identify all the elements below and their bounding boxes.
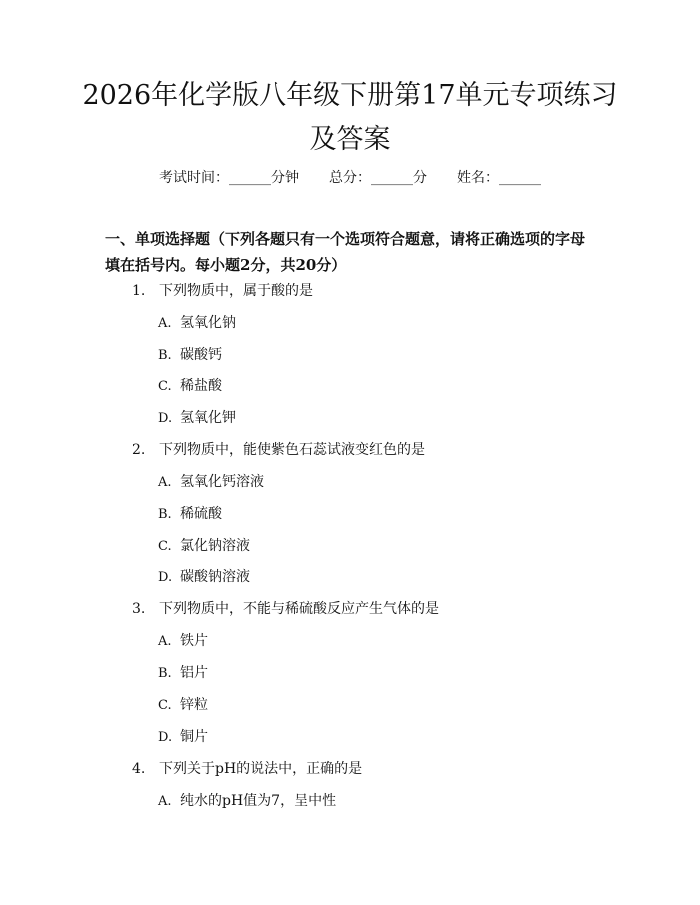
question-2 (132, 440, 425, 460)
option-2d (158, 567, 250, 588)
option-3b (158, 663, 208, 684)
option-text: 纯水的pH值为7，呈中性 (180, 793, 337, 809)
option-text: 氢氧化钙溶液 (180, 474, 264, 490)
option-1c (158, 376, 222, 397)
option-letter: A. (158, 794, 172, 809)
option-1d (158, 408, 236, 429)
option-3d (158, 727, 208, 748)
option-2a (158, 472, 264, 493)
option-text: 碳酸钙 (180, 347, 222, 363)
option-1a (158, 313, 236, 334)
option-text: 稀硫酸 (180, 506, 222, 522)
question-text: 下列物质中，能使紫色石蕊试液变红色的是 (159, 442, 425, 458)
option-letter: C. (158, 698, 172, 713)
option-3a (158, 631, 208, 652)
option-1b (158, 345, 222, 366)
option-letter: A. (158, 316, 172, 331)
total-score-field: 总分：______分 (329, 170, 427, 186)
question-number: 2. (132, 442, 146, 458)
option-letter: B. (158, 507, 172, 522)
option-text: 铝片 (180, 665, 208, 681)
option-letter: B. (158, 348, 172, 363)
option-letter: C. (158, 539, 172, 554)
option-letter: A. (158, 634, 172, 649)
option-letter: B. (158, 666, 172, 681)
question-text: 下列物质中，属于酸的是 (159, 283, 313, 299)
option-text: 铜片 (180, 729, 208, 745)
question-number: 3. (132, 601, 146, 617)
question-1 (132, 281, 313, 301)
question-text: 下列关于pH的说法中，正确的是 (159, 761, 363, 777)
option-text: 锌粒 (180, 697, 208, 713)
option-letter: D. (158, 730, 173, 745)
option-text: 铁片 (180, 633, 208, 649)
option-letter: D. (158, 411, 173, 426)
question-3 (132, 599, 439, 619)
question-number: 1. (132, 283, 146, 299)
question-number: 4. (132, 761, 146, 777)
question-4 (132, 759, 362, 779)
option-text: 氢氧化钾 (180, 410, 236, 426)
option-text: 碳酸钠溶液 (180, 569, 250, 585)
option-letter: D. (158, 570, 173, 585)
option-letter: A. (158, 475, 172, 490)
option-3c (158, 695, 208, 716)
option-text: 氢氧化钠 (180, 315, 236, 331)
exam-time-field: 考试时间：______分钟 (159, 170, 299, 186)
option-letter: C. (158, 379, 172, 394)
option-2b (158, 504, 222, 525)
document-title: 2026年化学版八年级下册第17单元专项练习及答案 (82, 80, 618, 155)
option-2c (158, 536, 250, 557)
option-text: 稀盐酸 (180, 378, 222, 394)
section-heading: 一、单项选择题（下列各题只有一个选项符合题意，请将正确选项的字母填在括号内。每小题2分，共20分） (105, 230, 586, 274)
option-4a (158, 791, 336, 812)
exam-info-line (0, 168, 700, 188)
student-name-field: 姓名：______ (457, 170, 541, 186)
option-text: 氯化钠溶液 (180, 538, 250, 554)
question-text: 下列物质中，不能与稀硫酸反应产生气体的是 (159, 601, 439, 617)
